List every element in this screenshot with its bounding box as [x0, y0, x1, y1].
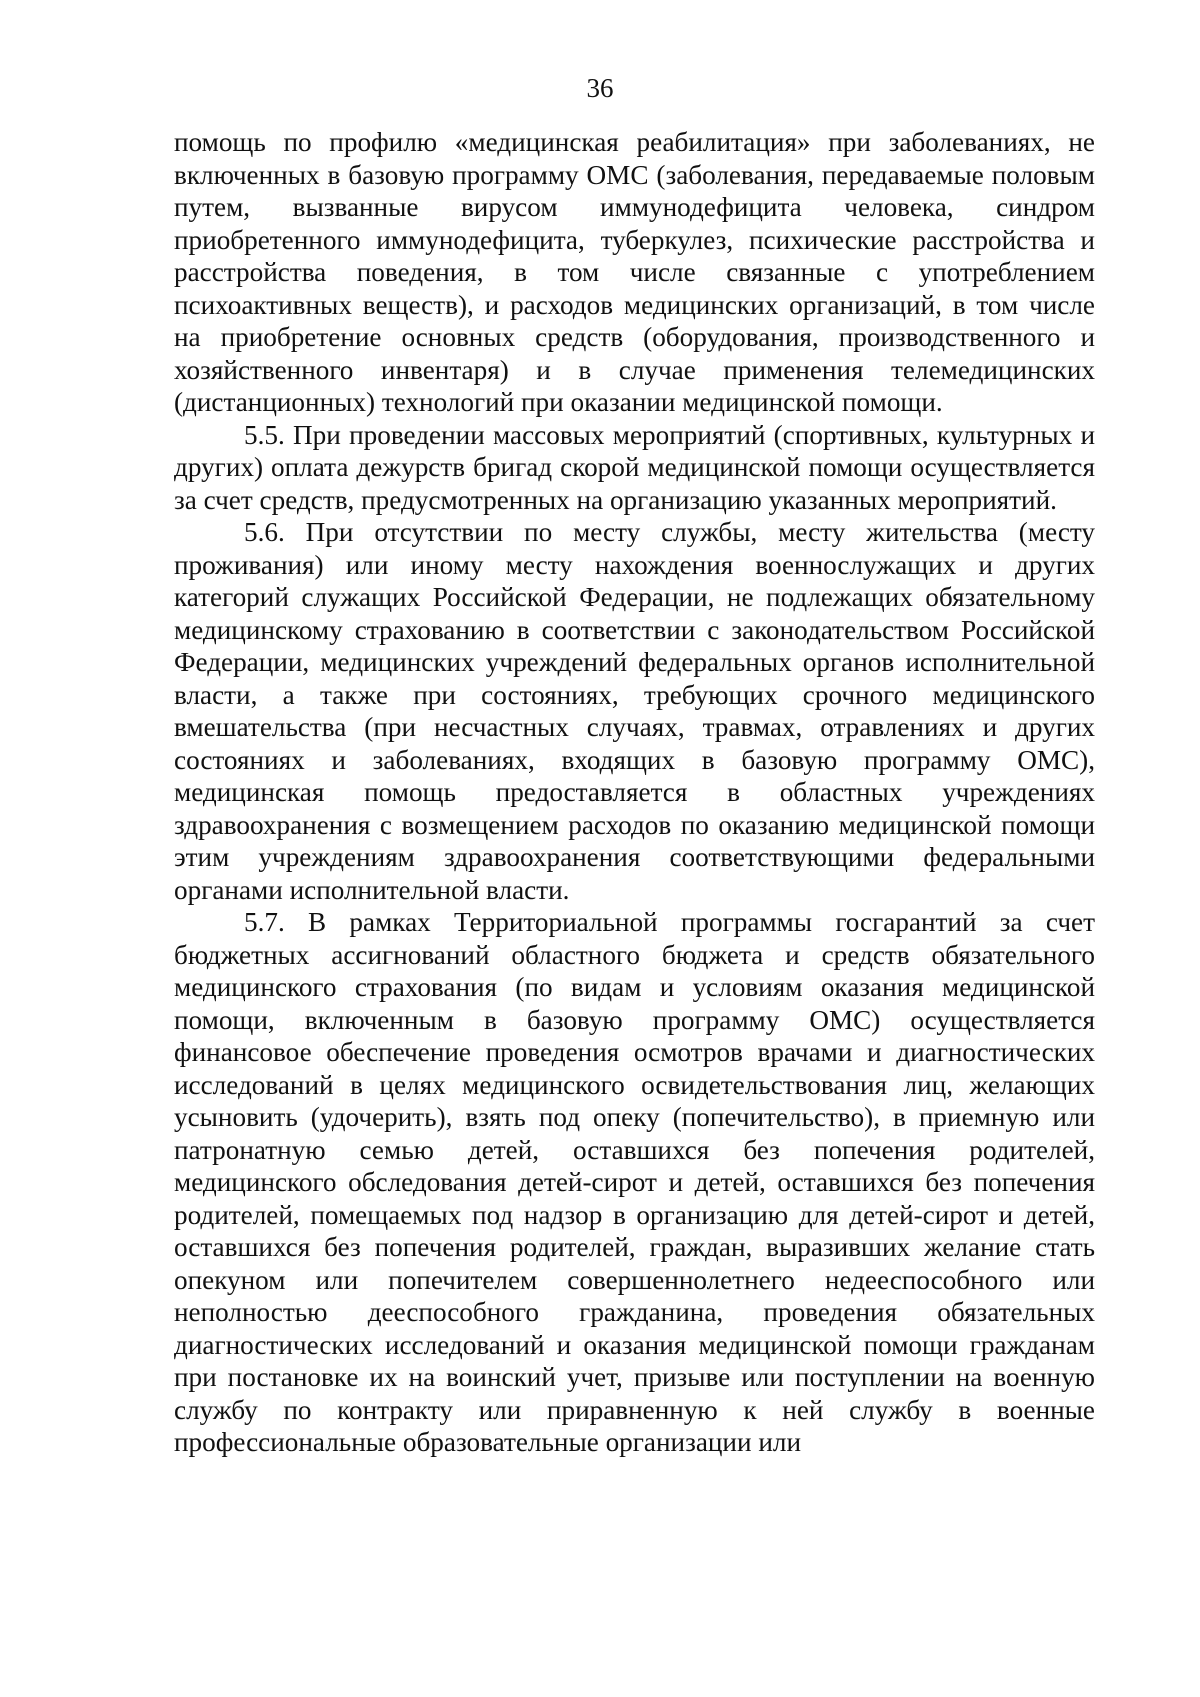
paragraph-clause-5-6: 5.6. При отсутствии по месту службы, месту жительства (месту проживания) или иному месту нахождения военнослужащих и других категорий служащих Российской Федерации, не подлежащих обязательному медицинскому страхованию в соответствии с законодательством Российской Федерации, медицинских учреждений федеральных органов исполнительной власти, а также при состояниях, требующих срочного медицинского вмешательства (при несчастных случаях, травмах, отравлениях и других состояниях и заболеваниях, входящих в базовую программу ОМС), медицинская помощь предоставляется в областных учреждениях здравоохранения с возмещением расходов по оказанию медицинской помощи этим учреждениям здравоохранения соответствующими федеральными органами исполнительной власти. — [174, 517, 1095, 905]
page-number: 36 — [586, 73, 614, 103]
paragraph-continuation: помощь по профилю «медицинская реабилитация» при заболеваниях, не включенных в базовую программу ОМС (заболевания, передаваемые половым путем, вызванные вирусом иммунодефицита человека, синдром приобретенного иммунодефицита, туберкулез, психические расстройства и расстройства поведения, в том числе связанные с употреблением психоактивных веществ), и расходов медицинских организаций, в том числе на приобретение основных средств (оборудования, производственного и хозяйственного инвентаря) и в случае применения телемедицинских (дистанционных) технологий при оказании медицинской помощи. — [174, 127, 1095, 417]
paragraph-clause-5-7: 5.7. В рамках Территориальной программы госгарантий за счет бюджетных ассигнований областного бюджета и средств обязательного медицинского страхования (по видам и условиям оказания медицинской помощи, включенным в базовую программу ОМС) осуществляется финансовое обеспечение проведения осмотров врачами и диагностических исследований в целях медицинского освидетельствования лиц, желающих усыновить (удочерить), взять под опеку (попечительство), в приемную или патронатную семью детей, оставшихся без попечения родителей, медицинского обследования детей-сирот и детей, оставшихся без попечения родителей, помещаемых под надзор в организацию для детей-сирот и детей, оставшихся без попечения родителей, граждан, выразивших желание стать опекуном или попечителем совершеннолетнего недееспособного или неполностью дееспособного гражданина, проведения обязательных диагностических исследований и оказания медицинской помощи гражданам при постановке их на воинский учет, призыве или поступлении на военную службу по контракту или приравненную к ней службу в военные профессиональные образовательные организации или — [174, 907, 1095, 1457]
paragraph-clause-5-5: 5.5. При проведении массовых мероприятий (спортивных, культурных и других) оплата дежурств бригад скорой медицинской помощи осуществляется за счет средств, предусмотренных на организацию указанных мероприятий. — [174, 419, 1095, 515]
document-body — [174, 126, 1095, 1459]
